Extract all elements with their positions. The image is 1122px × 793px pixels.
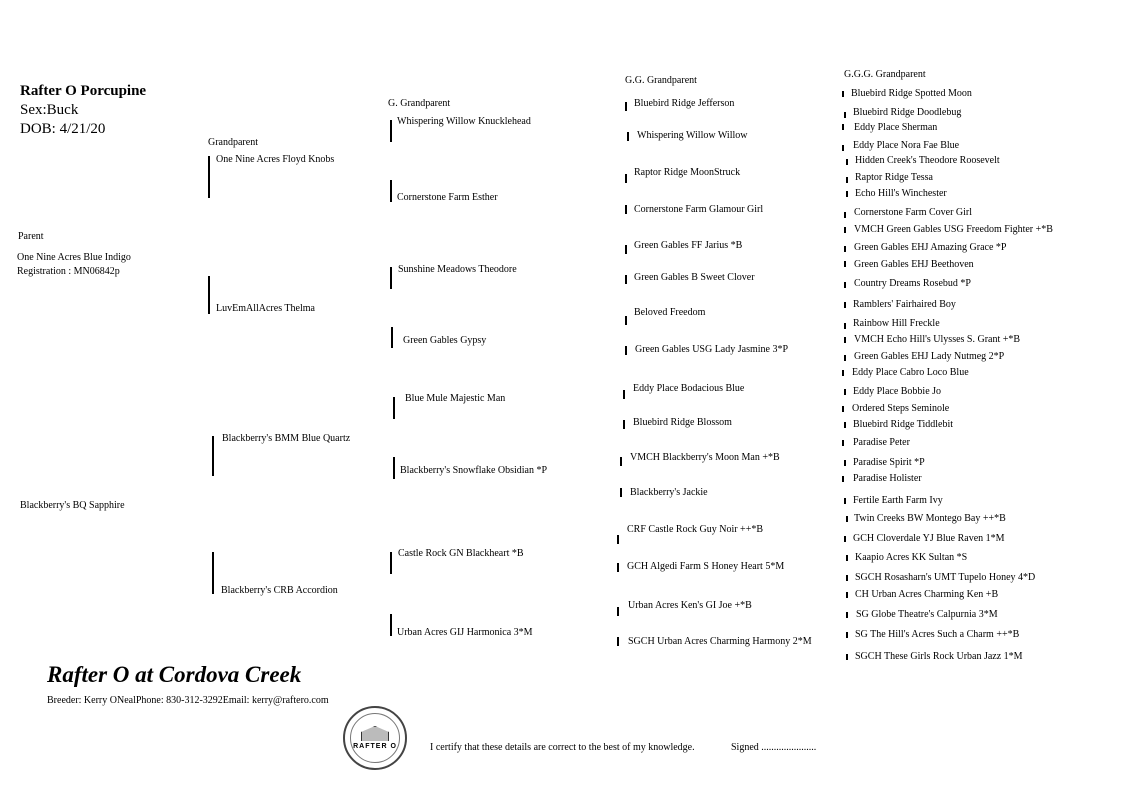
gg-grandparent-tick <box>625 275 627 284</box>
g-grandparent-5: Blue Mule Majestic Man <box>405 393 506 404</box>
subject-sex: Sex:Buck <box>20 102 79 118</box>
g-grandparent-bracket <box>390 120 392 142</box>
ggg-grandparent-30: SG Globe Theatre's Calpurnia 3*M <box>856 609 998 620</box>
gg-grandparent-10: Bluebird Ridge Blossom <box>633 417 732 428</box>
gg-grandparent-9: Eddy Place Bodacious Blue <box>633 383 745 394</box>
ggg-grandparent-28: SGCH Rosasharn's UMT Tupelo Honey 4*D <box>855 572 1036 583</box>
gg-grandparent-3: Raptor Ridge MoonStruck <box>634 167 741 178</box>
gg-grandparent-tick <box>625 245 627 254</box>
breeder-line: Breeder: Kerry ONealPhone: 830-312-3292Email: kerry@raftero.com <box>47 695 329 706</box>
gg-grandparent-tick <box>617 637 619 646</box>
gg-grandparent-tick <box>627 132 629 141</box>
ggg-grandparent-tick <box>842 476 844 482</box>
ggg-grandparent-tick <box>842 370 844 376</box>
gg-grandparent-tick <box>620 457 622 466</box>
ggg-grandparent-13: Ramblers' Fairhaired Boy <box>853 299 956 310</box>
ggg-grandparent-25: Twin Creeks BW Montego Bay ++*B <box>854 513 1006 524</box>
ggg-grandparent-1: Bluebird Ridge Spotted Moon <box>851 88 972 99</box>
ggg-grandparent-tick <box>842 145 844 151</box>
gg-grandparent-6: Green Gables B Sweet Clover <box>634 272 755 283</box>
ggg-grandparent-17: Eddy Place Cabro Loco Blue <box>852 367 969 378</box>
ggg-grandparent-tick <box>844 112 846 118</box>
ggg-grandparent-21: Paradise Peter <box>853 437 910 448</box>
ggg-grandparent-3: Eddy Place Sherman <box>854 122 938 133</box>
g-grandparent-2: Cornerstone Farm Esther <box>397 192 498 203</box>
gg-grandparent-tick <box>625 316 627 325</box>
g-grandparent-7: Castle Rock GN Blackheart *B <box>398 548 524 559</box>
gg-grandparent-12: Blackberry's Jackie <box>630 487 708 498</box>
ggg-grandparent-tick <box>844 536 846 542</box>
ggg-grandparent-16: Green Gables EHJ Lady Nutmeg 2*P <box>854 351 1005 362</box>
g-grandparent-8: Urban Acres GIJ Harmonica 3*M <box>397 627 533 638</box>
g-grandparent-bracket <box>390 552 392 574</box>
gg-grandparent-tick <box>620 488 622 497</box>
ggg-grandparent-23: Paradise Holister <box>853 473 922 484</box>
gg-grandparent-tick <box>625 102 627 111</box>
ggg-grandparent-tick <box>846 592 848 598</box>
gg-grandparent-tick <box>625 346 627 355</box>
g-grandparent-bracket <box>390 180 392 202</box>
ggg-grandparent-tick <box>844 389 846 395</box>
logo-text: RAFTER O <box>353 743 397 750</box>
header-ggg-grandparent: G.G.G. Grandparent <box>844 69 926 80</box>
ggg-grandparent-26: GCH Cloverdale YJ Blue Raven 1*M <box>853 533 1005 544</box>
gg-grandparent-13: CRF Castle Rock Guy Noir ++*B <box>627 524 764 535</box>
gg-grandparent-14: GCH Algedi Farm S Honey Heart 5*M <box>627 561 785 572</box>
ggg-grandparent-tick <box>846 654 848 660</box>
sire-registration: Registration : MN06842p <box>17 266 120 277</box>
certify-statement: I certify that these details are correct to the best of my knowledge. <box>430 742 695 753</box>
ggg-grandparent-11: Green Gables EHJ Beethoven <box>854 259 974 270</box>
ggg-grandparent-tick <box>846 555 848 561</box>
ggg-grandparent-2: Bluebird Ridge Doodlebug <box>853 107 962 118</box>
gg-grandparent-15: Urban Acres Ken's GI Joe +*B <box>628 600 752 611</box>
ggg-grandparent-12: Country Dreams Rosebud *P <box>854 278 971 289</box>
farm-logo <box>343 706 407 770</box>
header-gg-grandparent: G.G. Grandparent <box>625 75 697 86</box>
sire-name: One Nine Acres Blue Indigo <box>17 252 131 263</box>
ggg-grandparent-tick <box>844 261 846 267</box>
ggg-grandparent-5: Hidden Creek's Theodore Roosevelt <box>855 155 1000 166</box>
ggg-grandparent-tick <box>844 337 846 343</box>
signature-line: Signed ...................... <box>731 742 817 753</box>
subject-dob: DOB: 4/21/20 <box>20 121 106 137</box>
grandparent-bracket <box>208 276 210 314</box>
ggg-grandparent-tick <box>844 422 846 428</box>
ggg-grandparent-9: VMCH Green Gables USG Freedom Fighter +*B <box>854 224 1053 235</box>
ggg-grandparent-29: CH Urban Acres Charming Ken +B <box>855 589 999 600</box>
grandparent-4: Blackberry's CRB Accordion <box>221 585 338 596</box>
ggg-grandparent-24: Fertile Earth Farm Ivy <box>853 495 943 506</box>
g-grandparent-bracket <box>390 614 392 636</box>
gg-grandparent-2: Whispering Willow Willow <box>637 130 748 141</box>
grandparent-bracket <box>208 156 210 198</box>
g-grandparent-bracket <box>391 327 393 348</box>
gg-grandparent-16: SGCH Urban Acres Charming Harmony 2*M <box>628 636 812 647</box>
g-grandparent-bracket <box>390 267 392 289</box>
barn-icon <box>361 726 389 741</box>
gg-grandparent-7: Beloved Freedom <box>634 307 706 318</box>
gg-grandparent-tick <box>617 535 619 544</box>
ggg-grandparent-tick <box>844 323 846 329</box>
ggg-grandparent-tick <box>842 440 844 446</box>
grandparent-2: LuvEmAllAcres Thelma <box>216 303 315 314</box>
ggg-grandparent-8: Cornerstone Farm Cover Girl <box>854 207 973 218</box>
gg-grandparent-8: Green Gables USG Lady Jasmine 3*P <box>635 344 789 355</box>
gg-grandparent-1: Bluebird Ridge Jefferson <box>634 98 735 109</box>
ggg-grandparent-tick <box>844 212 846 218</box>
g-grandparent-1: Whispering Willow Knucklehead <box>397 116 531 127</box>
g-grandparent-bracket <box>393 397 395 419</box>
gg-grandparent-5: Green Gables FF Jarius *B <box>634 240 743 251</box>
ggg-grandparent-tick <box>844 246 846 252</box>
ggg-grandparent-4: Eddy Place Nora Fae Blue <box>853 140 960 151</box>
ggg-grandparent-15: VMCH Echo Hill's Ulysses S. Grant +*B <box>854 334 1021 345</box>
g-grandparent-4: Green Gables Gypsy <box>403 335 487 346</box>
grandparent-1: One Nine Acres Floyd Knobs <box>216 154 335 165</box>
g-grandparent-bracket <box>393 457 395 479</box>
ggg-grandparent-6: Raptor Ridge Tessa <box>855 172 933 183</box>
ggg-grandparent-tick <box>846 159 848 165</box>
ggg-grandparent-tick <box>846 575 848 581</box>
ggg-grandparent-31: SG The Hill's Acres Such a Charm ++*B <box>855 629 1020 640</box>
grandparent-bracket <box>212 436 214 476</box>
g-grandparent-6: Blackberry's Snowflake Obsidian *P <box>400 465 548 476</box>
ggg-grandparent-7: Echo Hill's Winchester <box>855 188 947 199</box>
farm-name: Rafter O at Cordova Creek <box>47 662 302 687</box>
grandparent-bracket <box>212 552 214 594</box>
ggg-grandparent-20: Bluebird Ridge Tiddlebit <box>853 419 954 430</box>
ggg-grandparent-10: Green Gables EHJ Amazing Grace *P <box>854 242 1007 253</box>
ggg-grandparent-22: Paradise Spirit *P <box>853 457 925 468</box>
ggg-grandparent-tick <box>844 227 846 233</box>
ggg-grandparent-tick <box>844 302 846 308</box>
gg-grandparent-tick <box>623 420 625 429</box>
subject-name: Rafter O Porcupine <box>20 83 147 99</box>
ggg-grandparent-tick <box>844 498 846 504</box>
ggg-grandparent-tick <box>846 191 848 197</box>
gg-grandparent-4: Cornerstone Farm Glamour Girl <box>634 204 764 215</box>
ggg-grandparent-tick <box>846 177 848 183</box>
gg-grandparent-tick <box>625 205 627 214</box>
ggg-grandparent-14: Rainbow Hill Freckle <box>853 318 940 329</box>
grandparent-3: Blackberry's BMM Blue Quartz <box>222 433 351 444</box>
gg-grandparent-tick <box>625 174 627 183</box>
ggg-grandparent-32: SGCH These Girls Rock Urban Jazz 1*M <box>855 651 1023 662</box>
ggg-grandparent-tick <box>846 612 848 618</box>
gg-grandparent-tick <box>623 390 625 399</box>
ggg-grandparent-tick <box>844 282 846 288</box>
ggg-grandparent-27: Kaapio Acres KK Sultan *S <box>855 552 968 563</box>
gg-grandparent-tick <box>617 563 619 572</box>
ggg-grandparent-tick <box>842 124 844 130</box>
dam-name: Blackberry's BQ Sapphire <box>20 500 125 511</box>
gg-grandparent-tick <box>617 607 619 616</box>
ggg-grandparent-19: Ordered Steps Seminole <box>852 403 950 414</box>
ggg-grandparent-tick <box>842 91 844 97</box>
ggg-grandparent-tick <box>846 632 848 638</box>
ggg-grandparent-tick <box>842 406 844 412</box>
header-parent: Parent <box>18 231 44 242</box>
header-g-grandparent: G. Grandparent <box>388 98 451 109</box>
g-grandparent-3: Sunshine Meadows Theodore <box>398 264 517 275</box>
header-grandparent: Grandparent <box>208 137 258 148</box>
ggg-grandparent-18: Eddy Place Bobbie Jo <box>853 386 942 397</box>
ggg-grandparent-tick <box>844 355 846 361</box>
ggg-grandparent-tick <box>846 516 848 522</box>
gg-grandparent-11: VMCH Blackberry's Moon Man +*B <box>630 452 780 463</box>
ggg-grandparent-tick <box>844 460 846 466</box>
